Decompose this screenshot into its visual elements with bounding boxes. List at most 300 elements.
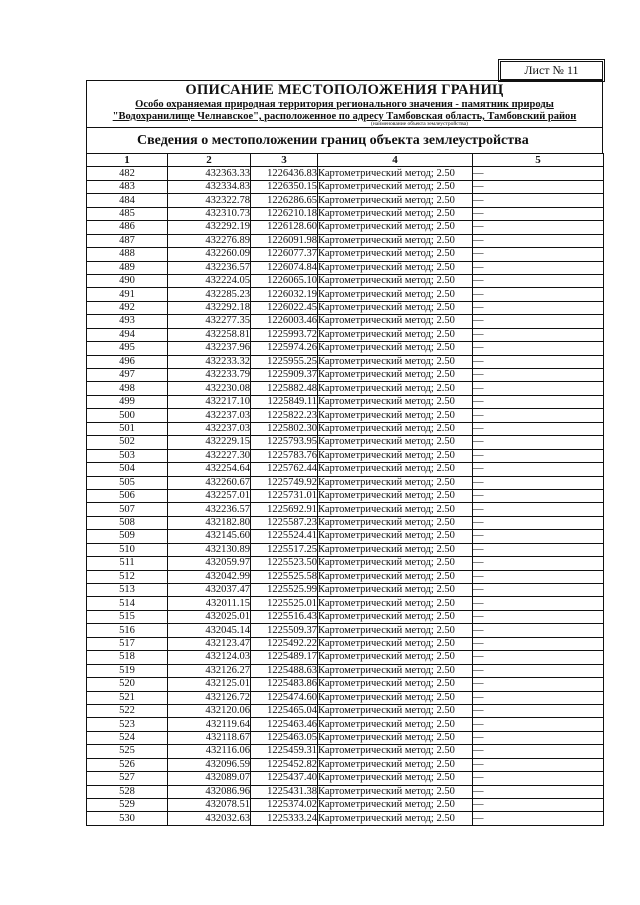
coordinate-x: 432042.99: [168, 570, 251, 583]
determination-method: Картометрический метод; 2.50: [318, 342, 473, 355]
description-dash: —: [473, 369, 604, 382]
description-dash: —: [473, 234, 604, 247]
table-row: [87, 449, 604, 462]
coordinate-x: 432260.09: [168, 248, 251, 261]
determination-method: Картометрический метод; 2.50: [318, 315, 473, 328]
point-number: 530: [87, 812, 168, 825]
point-number: 494: [87, 328, 168, 341]
coordinate-y: 1225731.01: [251, 489, 318, 502]
coordinate-y: 1225909.37: [251, 369, 318, 382]
description-dash: —: [473, 597, 604, 610]
table-row: [87, 664, 604, 677]
description-dash: —: [473, 637, 604, 650]
coordinate-y: 1225587.23: [251, 516, 318, 529]
coordinate-x: 432237.03: [168, 422, 251, 435]
description-dash: —: [473, 382, 604, 395]
determination-method: Картометрический метод; 2.50: [318, 758, 473, 771]
coordinate-y: 1225463.05: [251, 731, 318, 744]
coordinate-x: 432257.01: [168, 489, 251, 502]
coordinate-y: 1225474.60: [251, 691, 318, 704]
coordinate-x: 432032.63: [168, 812, 251, 825]
coordinate-x: 432237.03: [168, 409, 251, 422]
table-row: [87, 167, 604, 180]
coordinate-y: 1225459.31: [251, 745, 318, 758]
point-number: 491: [87, 288, 168, 301]
determination-method: Картометрический метод; 2.50: [318, 476, 473, 489]
table-row: [87, 234, 604, 247]
coordinate-y: 1226032.19: [251, 288, 318, 301]
table-row: [87, 691, 604, 704]
coordinate-x: 432124.03: [168, 651, 251, 664]
table-row: [87, 180, 604, 193]
description-dash: —: [473, 288, 604, 301]
point-number: 498: [87, 382, 168, 395]
description-dash: —: [473, 610, 604, 623]
description-dash: —: [473, 543, 604, 556]
description-dash: —: [473, 503, 604, 516]
point-number: 503: [87, 449, 168, 462]
determination-method: Картометрический метод; 2.50: [318, 167, 473, 180]
table-header-row: [87, 154, 604, 167]
coordinate-x: 432126.72: [168, 691, 251, 704]
description-dash: —: [473, 678, 604, 691]
point-number: 512: [87, 570, 168, 583]
column-header-1: 1: [87, 154, 168, 167]
coordinate-y: 1225509.37: [251, 624, 318, 637]
point-number: 505: [87, 476, 168, 489]
description-dash: —: [473, 570, 604, 583]
column-header-4: 4: [318, 154, 473, 167]
section-title: Сведения о местоположении границ объекта землеустройства: [86, 128, 603, 154]
point-number: 497: [87, 369, 168, 382]
table-row: [87, 261, 604, 274]
determination-method: Картометрический метод; 2.50: [318, 610, 473, 623]
coordinate-y: 1225463.46: [251, 718, 318, 731]
coordinate-x: 432045.14: [168, 624, 251, 637]
determination-method: Картометрический метод; 2.50: [318, 704, 473, 717]
table-row: [87, 355, 604, 368]
description-dash: —: [473, 476, 604, 489]
description-dash: —: [473, 489, 604, 502]
determination-method: Картометрический метод; 2.50: [318, 409, 473, 422]
coordinate-x: 432363.33: [168, 167, 251, 180]
table-row: [87, 395, 604, 408]
point-number: 510: [87, 543, 168, 556]
table-row: [87, 799, 604, 812]
point-number: 522: [87, 704, 168, 717]
coordinate-x: 432096.59: [168, 758, 251, 771]
coordinate-y: 1225993.72: [251, 328, 318, 341]
coordinate-y: 1226022.45: [251, 301, 318, 314]
determination-method: Картометрический метод; 2.50: [318, 584, 473, 597]
point-number: 518: [87, 651, 168, 664]
description-dash: —: [473, 664, 604, 677]
point-number: 508: [87, 516, 168, 529]
coordinate-x: 432292.18: [168, 301, 251, 314]
point-number: 500: [87, 409, 168, 422]
coordinate-x: 432322.78: [168, 194, 251, 207]
point-number: 493: [87, 315, 168, 328]
coordinate-y: 1225525.58: [251, 570, 318, 583]
determination-method: Картометрический метод; 2.50: [318, 261, 473, 274]
coordinate-x: 432217.10: [168, 395, 251, 408]
description-dash: —: [473, 207, 604, 220]
point-number: 525: [87, 745, 168, 758]
coordinate-y: 1225525.01: [251, 597, 318, 610]
table-row: [87, 678, 604, 691]
description-dash: —: [473, 221, 604, 234]
coordinate-x: 432285.23: [168, 288, 251, 301]
coordinate-x: 432123.47: [168, 637, 251, 650]
point-number: 511: [87, 557, 168, 570]
description-dash: —: [473, 651, 604, 664]
coordinate-x: 432118.67: [168, 731, 251, 744]
determination-method: Картометрический метод; 2.50: [318, 489, 473, 502]
coordinate-y: 1225488.63: [251, 664, 318, 677]
point-number: 509: [87, 530, 168, 543]
table-row: [87, 557, 604, 570]
determination-method: Картометрический метод; 2.50: [318, 355, 473, 368]
description-dash: —: [473, 516, 604, 529]
coordinate-y: 1226128.60: [251, 221, 318, 234]
coordinate-x: 432334.83: [168, 180, 251, 193]
coordinate-y: 1225465.04: [251, 704, 318, 717]
coordinate-x: 432182.80: [168, 516, 251, 529]
coordinate-x: 432276.89: [168, 234, 251, 247]
coordinate-x: 432224.05: [168, 274, 251, 287]
coordinate-x: 432236.57: [168, 503, 251, 516]
determination-method: Картометрический метод; 2.50: [318, 516, 473, 529]
coordinate-y: 1225489.17: [251, 651, 318, 664]
point-number: 519: [87, 664, 168, 677]
document-header: [86, 80, 603, 128]
table-row: [87, 610, 604, 623]
coordinate-x: 432229.15: [168, 436, 251, 449]
table-row: [87, 409, 604, 422]
description-dash: —: [473, 342, 604, 355]
determination-method: Картометрический метод; 2.50: [318, 651, 473, 664]
coordinate-x: 432236.57: [168, 261, 251, 274]
table-row: [87, 731, 604, 744]
coordinate-x: 432233.32: [168, 355, 251, 368]
point-number: 507: [87, 503, 168, 516]
table-row: [87, 422, 604, 435]
coordinate-x: 432089.07: [168, 772, 251, 785]
table-row: [87, 503, 604, 516]
table-row: [87, 785, 604, 798]
point-number: 526: [87, 758, 168, 771]
coordinate-y: 1225802.30: [251, 422, 318, 435]
determination-method: Картометрический метод; 2.50: [318, 731, 473, 744]
sheet-number: Лист № 11: [500, 61, 603, 80]
coordinate-x: 432258.81: [168, 328, 251, 341]
point-number: 524: [87, 731, 168, 744]
table-row: [87, 812, 604, 825]
coordinate-y: 1225374.02: [251, 799, 318, 812]
object-name-caption: (наименование объекта землеустройства): [371, 121, 468, 127]
point-number: 492: [87, 301, 168, 314]
description-dash: —: [473, 463, 604, 476]
table-row: [87, 772, 604, 785]
page-title: ОПИСАНИЕ МЕСТОПОЛОЖЕНИЯ ГРАНИЦ: [185, 82, 504, 98]
determination-method: Картометрический метод; 2.50: [318, 180, 473, 193]
description-dash: —: [473, 557, 604, 570]
determination-method: Картометрический метод; 2.50: [318, 785, 473, 798]
coordinate-y: 1225525.99: [251, 584, 318, 597]
point-number: 483: [87, 180, 168, 193]
table-row: [87, 543, 604, 556]
coordinate-y: 1225517.25: [251, 543, 318, 556]
determination-method: Картометрический метод; 2.50: [318, 422, 473, 435]
table-row: [87, 718, 604, 731]
coordinate-y: 1225524.41: [251, 530, 318, 543]
determination-method: Картометрический метод; 2.50: [318, 664, 473, 677]
determination-method: Картометрический метод; 2.50: [318, 530, 473, 543]
table-row: [87, 382, 604, 395]
coordinate-y: 1225955.25: [251, 355, 318, 368]
coordinate-x: 432126.27: [168, 664, 251, 677]
coordinate-y: 1226210.18: [251, 207, 318, 220]
coordinate-x: 432086.96: [168, 785, 251, 798]
table-row: [87, 194, 604, 207]
description-dash: —: [473, 785, 604, 798]
coordinate-y: 1226074.84: [251, 261, 318, 274]
table-row: [87, 624, 604, 637]
point-number: 528: [87, 785, 168, 798]
description-dash: —: [473, 449, 604, 462]
table-row: [87, 476, 604, 489]
description-dash: —: [473, 315, 604, 328]
coordinate-x: 432059.97: [168, 557, 251, 570]
coordinate-y: 1226286.65: [251, 194, 318, 207]
table-row: [87, 597, 604, 610]
table-row: [87, 584, 604, 597]
coordinate-y: 1226077.37: [251, 248, 318, 261]
table-row: [87, 328, 604, 341]
determination-method: Картометрический метод; 2.50: [318, 691, 473, 704]
determination-method: Картометрический метод; 2.50: [318, 234, 473, 247]
determination-method: Картометрический метод; 2.50: [318, 570, 473, 583]
coordinate-y: 1226091.98: [251, 234, 318, 247]
description-dash: —: [473, 422, 604, 435]
description-dash: —: [473, 436, 604, 449]
table-row: [87, 248, 604, 261]
coordinate-x: 432260.67: [168, 476, 251, 489]
determination-method: Картометрический метод; 2.50: [318, 449, 473, 462]
point-number: 488: [87, 248, 168, 261]
coordinate-x: 432116.06: [168, 745, 251, 758]
coordinate-y: 1225516.43: [251, 610, 318, 623]
description-dash: —: [473, 274, 604, 287]
coordinate-y: 1225762.44: [251, 463, 318, 476]
point-number: 489: [87, 261, 168, 274]
table-row: [87, 489, 604, 502]
coordinate-x: 432277.35: [168, 315, 251, 328]
description-dash: —: [473, 704, 604, 717]
object-description-line1: Особо охраняемая природная территория регионального значения - памятник природы: [135, 99, 554, 110]
determination-method: Картометрический метод; 2.50: [318, 221, 473, 234]
coordinate-y: 1225849.11: [251, 395, 318, 408]
coordinate-x: 432227.30: [168, 449, 251, 462]
coordinate-y: 1225483.86: [251, 678, 318, 691]
coordinate-x: 432119.64: [168, 718, 251, 731]
determination-method: Картометрический метод; 2.50: [318, 718, 473, 731]
point-number: 484: [87, 194, 168, 207]
coordinate-y: 1225882.48: [251, 382, 318, 395]
point-number: 504: [87, 463, 168, 476]
determination-method: Картометрический метод; 2.50: [318, 772, 473, 785]
description-dash: —: [473, 624, 604, 637]
coordinate-y: 1225793.95: [251, 436, 318, 449]
description-dash: —: [473, 301, 604, 314]
description-dash: —: [473, 812, 604, 825]
coordinate-x: 432230.08: [168, 382, 251, 395]
point-number: 517: [87, 637, 168, 650]
point-number: 490: [87, 274, 168, 287]
description-dash: —: [473, 799, 604, 812]
point-number: 515: [87, 610, 168, 623]
point-number: 506: [87, 489, 168, 502]
point-number: 486: [87, 221, 168, 234]
description-dash: —: [473, 328, 604, 341]
point-number: 516: [87, 624, 168, 637]
determination-method: Картометрический метод; 2.50: [318, 248, 473, 261]
coordinate-y: 1225492.22: [251, 637, 318, 650]
coordinate-x: 432037.47: [168, 584, 251, 597]
point-number: 499: [87, 395, 168, 408]
table-row: [87, 221, 604, 234]
description-dash: —: [473, 772, 604, 785]
table-row: [87, 758, 604, 771]
description-dash: —: [473, 409, 604, 422]
determination-method: Картометрический метод; 2.50: [318, 503, 473, 516]
table-row: [87, 274, 604, 287]
point-number: 485: [87, 207, 168, 220]
description-dash: —: [473, 718, 604, 731]
description-dash: —: [473, 745, 604, 758]
description-dash: —: [473, 395, 604, 408]
point-number: 523: [87, 718, 168, 731]
coordinate-x: 432233.79: [168, 369, 251, 382]
determination-method: Картометрический метод; 2.50: [318, 207, 473, 220]
coordinate-y: 1225822.23: [251, 409, 318, 422]
description-dash: —: [473, 180, 604, 193]
description-dash: —: [473, 530, 604, 543]
table-row: [87, 704, 604, 717]
coordinate-y: 1225749.92: [251, 476, 318, 489]
coordinate-x: 432120.06: [168, 704, 251, 717]
coordinate-x: 432130.89: [168, 543, 251, 556]
coordinate-y: 1226003.46: [251, 315, 318, 328]
determination-method: Картометрический метод; 2.50: [318, 328, 473, 341]
table-row: [87, 436, 604, 449]
point-number: 514: [87, 597, 168, 610]
table-row: [87, 570, 604, 583]
coordinate-x: 432078.51: [168, 799, 251, 812]
point-number: 487: [87, 234, 168, 247]
determination-method: Картометрический метод; 2.50: [318, 369, 473, 382]
coordinate-y: 1225333.24: [251, 812, 318, 825]
object-description-line2: "Водохранилище Челнавское", расположенное по адресу Тамбовская область, Тамбовский район: [112, 111, 577, 122]
description-dash: —: [473, 355, 604, 368]
table-row: [87, 301, 604, 314]
determination-method: Картометрический метод; 2.50: [318, 597, 473, 610]
point-number: 502: [87, 436, 168, 449]
determination-method: Картометрический метод; 2.50: [318, 463, 473, 476]
determination-method: Картометрический метод; 2.50: [318, 436, 473, 449]
coordinate-x: 432025.01: [168, 610, 251, 623]
coordinates-table: [86, 153, 604, 826]
coordinate-x: 432310.73: [168, 207, 251, 220]
description-dash: —: [473, 261, 604, 274]
determination-method: Картометрический метод; 2.50: [318, 288, 473, 301]
description-dash: —: [473, 248, 604, 261]
column-header-3: 3: [251, 154, 318, 167]
coordinate-y: 1226065.10: [251, 274, 318, 287]
description-dash: —: [473, 584, 604, 597]
determination-method: Картометрический метод; 2.50: [318, 557, 473, 570]
column-header-5: 5: [473, 154, 604, 167]
point-number: 482: [87, 167, 168, 180]
table-row: [87, 288, 604, 301]
column-header-2: 2: [168, 154, 251, 167]
description-dash: —: [473, 731, 604, 744]
table-row: [87, 463, 604, 476]
coordinate-y: 1225974.26: [251, 342, 318, 355]
determination-method: Картометрический метод; 2.50: [318, 637, 473, 650]
point-number: 527: [87, 772, 168, 785]
table-row: [87, 651, 604, 664]
coordinate-y: 1225783.76: [251, 449, 318, 462]
determination-method: Картометрический метод; 2.50: [318, 678, 473, 691]
coordinate-y: 1225431.38: [251, 785, 318, 798]
table-row: [87, 342, 604, 355]
description-dash: —: [473, 194, 604, 207]
coordinate-y: 1225437.40: [251, 772, 318, 785]
point-number: 529: [87, 799, 168, 812]
point-number: 521: [87, 691, 168, 704]
determination-method: Картометрический метод; 2.50: [318, 382, 473, 395]
point-number: 495: [87, 342, 168, 355]
coordinate-y: 1225452.82: [251, 758, 318, 771]
coordinate-x: 432011.15: [168, 597, 251, 610]
determination-method: Картометрический метод; 2.50: [318, 194, 473, 207]
table-row: [87, 369, 604, 382]
table-row: [87, 516, 604, 529]
point-number: 513: [87, 584, 168, 597]
determination-method: Картометрический метод; 2.50: [318, 624, 473, 637]
coordinate-x: 432254.64: [168, 463, 251, 476]
table-row: [87, 315, 604, 328]
table-row: [87, 207, 604, 220]
description-dash: —: [473, 167, 604, 180]
table-row: [87, 530, 604, 543]
coordinate-y: 1226436.83: [251, 167, 318, 180]
determination-method: Картометрический метод; 2.50: [318, 274, 473, 287]
determination-method: Картометрический метод; 2.50: [318, 812, 473, 825]
coordinate-y: 1225692.91: [251, 503, 318, 516]
coordinate-y: 1226350.15: [251, 180, 318, 193]
description-dash: —: [473, 691, 604, 704]
determination-method: Картометрический метод; 2.50: [318, 301, 473, 314]
point-number: 501: [87, 422, 168, 435]
coordinate-x: 432145.60: [168, 530, 251, 543]
coordinate-y: 1225523.50: [251, 557, 318, 570]
determination-method: Картометрический метод; 2.50: [318, 543, 473, 556]
table-row: [87, 637, 604, 650]
determination-method: Картометрический метод; 2.50: [318, 395, 473, 408]
determination-method: Картометрический метод; 2.50: [318, 745, 473, 758]
